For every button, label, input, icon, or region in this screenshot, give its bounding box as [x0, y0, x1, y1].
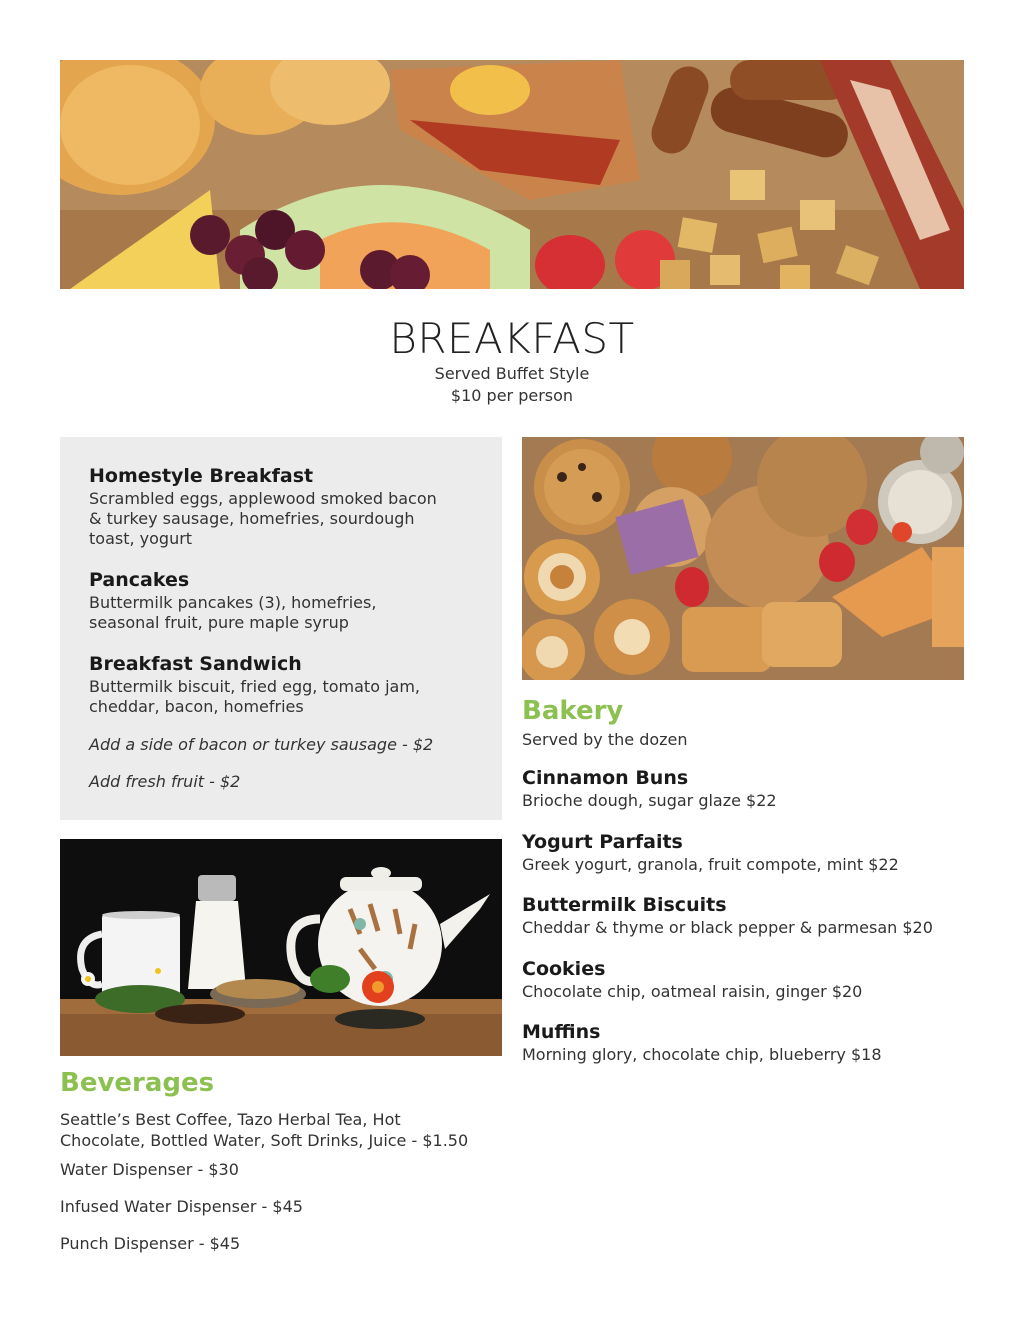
beverage-line: Infused Water Dispenser - $45: [60, 1197, 303, 1216]
item-description: Greek yogurt, granola, fruit compote, mint $22: [522, 855, 899, 874]
item-description: Cheddar & thyme or black pepper & parmesan $20: [522, 918, 933, 937]
item-title: Buttermilk Biscuits: [522, 894, 727, 916]
item-title: Homestyle Breakfast: [89, 465, 314, 487]
item-description: Buttermilk pancakes (3), homefries, seasonal fruit, pure maple syrup: [89, 593, 377, 632]
item-title: Yogurt Parfaits: [522, 831, 683, 853]
bakery-subtitle: Served by the dozen: [522, 730, 688, 749]
item-description: Scrambled eggs, applewood smoked bacon & turkey sausage, homefries, sourdough toast, yogurt: [89, 489, 437, 548]
menu-item: [522, 1021, 882, 1065]
bakery-photo: [522, 437, 964, 680]
beverages-photo: [60, 839, 502, 1056]
breakfast-panel: [60, 437, 502, 820]
addon-note: Add a side of bacon or turkey sausage - $2: [89, 735, 434, 754]
banner-breakfast-photo: [60, 60, 964, 289]
item-title: Cinnamon Buns: [522, 767, 689, 789]
beverage-line: Seattle’s Best Coffee, Tazo Herbal Tea, Hot Chocolate, Bottled Water, Soft Drinks, Juice - $1.50: [60, 1110, 469, 1150]
menu-item: [522, 831, 899, 875]
menu-item: [89, 569, 389, 633]
item-title: Breakfast Sandwich: [89, 653, 302, 675]
item-description: Buttermilk biscuit, fried egg, tomato jam, cheddar, bacon, homefries: [89, 677, 420, 716]
beverage-line: Water Dispenser - $30: [60, 1160, 239, 1179]
menu-item: [522, 958, 862, 1002]
serving-style: Served Buffet Style: [434, 364, 590, 383]
item-title: Muffins: [522, 1021, 601, 1043]
beverage-line: Punch Dispenser - $45: [60, 1234, 241, 1253]
addon-note: Add fresh fruit - $2: [89, 772, 241, 791]
menu-item: [89, 653, 429, 717]
item-description: Morning glory, chocolate chip, blueberry $18: [522, 1045, 882, 1064]
item-description: Chocolate chip, oatmeal raisin, ginger $20: [522, 982, 863, 1001]
page-title: BREAKFAST: [389, 314, 635, 363]
beverages-heading: Beverages: [60, 1068, 215, 1098]
menu-item: [89, 465, 449, 549]
price-per-person: $10 per person: [450, 386, 574, 405]
item-title: Cookies: [522, 958, 606, 980]
item-title: Pancakes: [89, 569, 190, 591]
bakery-heading: Bakery: [522, 696, 624, 726]
menu-item: [522, 894, 933, 938]
menu-item: [522, 767, 777, 811]
item-description: Brioche dough, sugar glaze $22: [522, 791, 777, 810]
